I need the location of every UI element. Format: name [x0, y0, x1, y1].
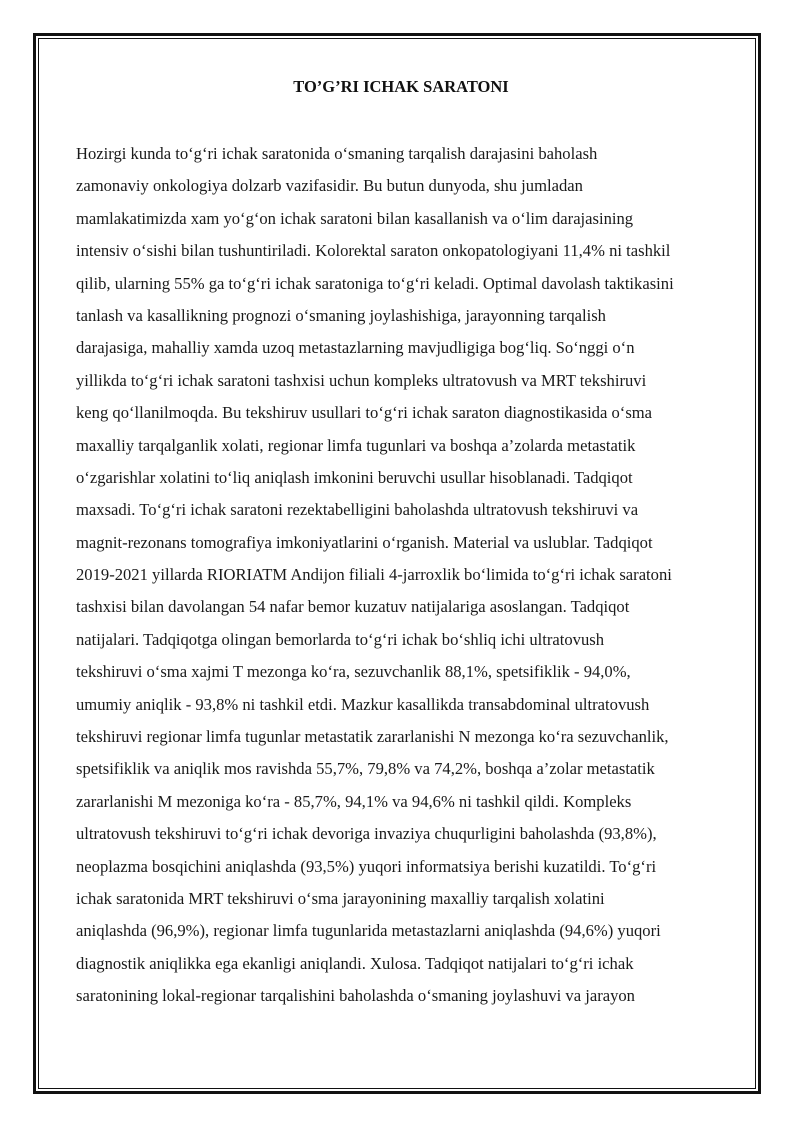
text-line: tekshiruvi regionar limfa tugunlar metastatik zararlanishi N mezonga ko‘ra sezuvchanlik,: [76, 727, 669, 747]
text-line: tekshiruvi o‘sma xajmi T mezonga ko‘ra, sezuvchanlik 88,1%, spetsifiklik - 94,0%,: [76, 662, 631, 682]
document-title: TO’G’RI ICHAK SARATONI: [293, 77, 509, 96]
text-line: umumiy aniqlik - 93,8% ni tashkil etdi. Mazkur kasallikda transabdominal ultratovush: [76, 694, 650, 714]
text-line: ichak saratonida MRT tekshiruvi o‘sma jarayonining maxalliy tarqalish xolatini: [76, 888, 605, 908]
text-line: saratonining lokal-regionar tarqalishini baholashda o‘smaning joylashuvi va jarayon: [76, 986, 635, 1006]
document-content: [76, 76, 726, 1013]
text-line: tashxisi bilan davolangan 54 nafar bemor kuzatuv natijalariga asoslangan. Tadqiqot: [76, 597, 630, 617]
text-line: tanlash va kasallikning prognozi o‘smaning joylashishiga, jarayonning tarqalish: [76, 305, 606, 325]
text-line: intensiv o‘sishi bilan tushuntiriladi. Kolorektal saraton onkopatologiyani 11,4% ni tashkil: [76, 241, 671, 261]
text-line: neoplazma bosqichini aniqlashda (93,5%) yuqori informatsiya berishi kuzatildi. To‘g‘ri: [76, 856, 657, 876]
text-line: yillikda to‘g‘ri ichak saratoni tashxisi uchun kompleks ultratovush va MRT tekshiruvi: [76, 370, 647, 390]
text-line: mamlakatimizda xam yo‘g‘on ichak saratoni bilan kasallanish va o‘lim darajasining: [76, 208, 634, 228]
text-line: spetsifiklik va aniqlik mos ravishda 55,7%, 79,8% va 74,2%, boshqa a’zolar metastatik: [76, 759, 655, 779]
text-line: keng qo‘llanilmoqda. Bu tekshiruv usullari to‘g‘ri ichak saraton diagnostikasida o‘sma: [76, 403, 653, 423]
text-line: qilib, ularning 55% ga to‘g‘ri ichak saratoniga to‘g‘ri keladi. Optimal davolash taktikasini: [76, 273, 674, 293]
text-line: o‘zgarishlar xolatini to‘liq aniqlash imkonini beruvchi usullar hisoblanadi. Tadqiqot: [76, 467, 633, 487]
text-line: maxsadi. To‘g‘ri ichak saratoni rezektabelligini baholashda ultratovush tekshiruvi va: [76, 500, 639, 520]
text-line: ultratovush tekshiruvi to‘g‘ri ichak devoriga invaziya chuqurligini baholashda (93,8%),: [76, 824, 657, 844]
text-line: maxalliy tarqalganlik xolati, regionar limfa tugunlari va boshqa a’zolarda metastatik: [76, 435, 636, 455]
text-line: natijalari. Tadqiqotga olingan bemorlarda to‘g‘ri ichak bo‘shliq ichi ultratovush: [76, 629, 605, 649]
text-line: darajasiga, mahalliy xamda uzoq metastazlarning mavjudligiga bog‘liq. So‘nggi o‘n: [76, 338, 635, 358]
text-line: Hozirgi kunda to‘g‘ri ichak saratonida o‘smaning tarqalish darajasini baholash: [76, 144, 598, 163]
text-line: diagnostik aniqlikka ega ekanligi aniqlandi. Xulosa. Tadqiqot natijalari to‘g‘ri ichak: [76, 953, 634, 973]
text-line: magnit-rezonans tomografiya imkoniyatlarini o‘rganish. Material va uslublar. Tadqiqot: [76, 532, 653, 552]
body-text: [76, 138, 726, 1013]
text-line: zararlanishi M mezoniga ko‘ra - 85,7%, 94,1% va 94,6% ni tashkil qildi. Kompleks: [76, 791, 632, 811]
text-line: 2019-2021 yillarda RIORIATM Andijon filiali 4-jarroxlik bo‘limida to‘g‘ri ichak saratoni: [76, 565, 672, 585]
text-line: zamonaviy onkologiya dolzarb vazifasidir. Bu butun dunyoda, shu jumladan: [76, 176, 583, 196]
text-line: aniqlashda (96,9%), regionar limfa tugunlarida metastazlarni aniqlashda (94,6%) yuqori: [76, 921, 661, 941]
